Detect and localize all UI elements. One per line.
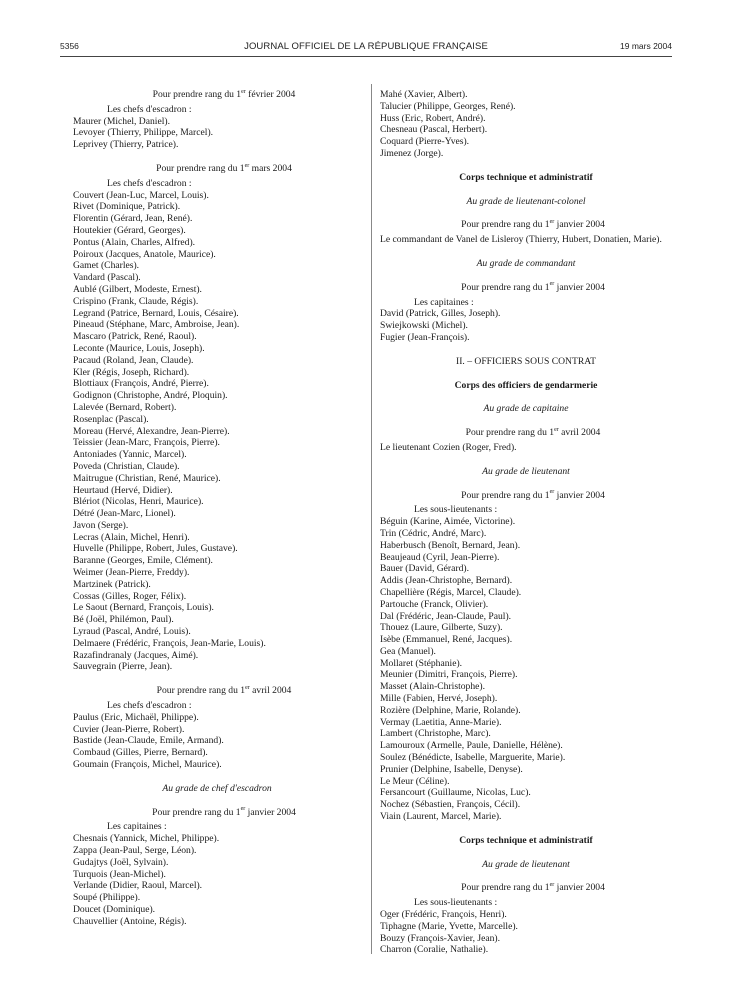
name-entry: Chauvellier (Antoine, Régis). <box>73 915 187 927</box>
name-entry: Levoyer (Thierry, Philippe, Marcel). <box>73 127 214 139</box>
ordinal-suffix: er <box>240 806 246 813</box>
list-label: Les capitaines : <box>414 296 474 308</box>
name-entry: Moreau (Hervé, Alexandre, Jean-Pierre). <box>73 425 230 437</box>
name-entry: Lyraud (Pascal, André, Louis). <box>73 626 191 638</box>
name-entry: Fugier (Jean-François). <box>380 331 470 343</box>
name-entry: Martzinek (Patrick). <box>73 578 151 590</box>
name-entry: Zappa (Jean-Paul, Serge, Léon). <box>73 845 197 857</box>
name-entry: Lambert (Christophe, Marc). <box>380 728 491 740</box>
grade-heading: Au grade de lieutenant-colonel <box>466 195 586 207</box>
name-entry: Poiroux (Jacques, Anatole, Maurice). <box>73 248 216 260</box>
ordinal-suffix: er <box>549 882 555 889</box>
name-entry: Tiphagne (Marie, Yvette, Marcelle). <box>380 920 518 932</box>
name-entry: Haberbusch (Benoît, Bernard, Jean). <box>380 539 521 551</box>
rank-line <box>380 282 672 294</box>
name-entry: Maitrugue (Christian, René, Maurice). <box>73 472 221 484</box>
name-entry: Soulez (Bénédicte, Isabelle, Marguerite, Marie). <box>380 752 566 764</box>
name-entry: Gamet (Charles). <box>73 260 140 272</box>
name-entry: Bastide (Jean-Claude, Emile, Armand). <box>73 735 224 747</box>
rank-line <box>380 427 672 439</box>
name-entry: Viain (Laurent, Marcel, Marie). <box>380 811 502 823</box>
rank-line <box>73 163 361 175</box>
name-entry: Chapellière (Régis, Marcel, Claude). <box>380 586 522 598</box>
rank-text: Pour prendre rang du 1 <box>461 219 550 231</box>
name-entry: Huss (Eric, Robert, André). <box>380 112 486 124</box>
name-entry: Mascaro (Patrick, René, Raoul). <box>73 331 197 343</box>
rank-date: janvier 2004 <box>554 882 605 894</box>
corps-heading: Corps technique et administratif <box>459 171 593 183</box>
name-entry: Mahé (Xavier, Albert). <box>380 89 468 100</box>
name-entry: Lecras (Alain, Michel, Henri). <box>73 531 190 543</box>
name-entry: Legrand (Patrice, Bernard, Louis, Césaire). <box>73 307 239 319</box>
rank-text: Pour prendre rang du 1 <box>156 162 245 174</box>
name-entry: Kler (Régis, Joseph, Richard). <box>73 366 190 378</box>
ordinal-suffix: er <box>549 281 555 288</box>
rank-text: Pour prendre rang du 1 <box>461 882 550 894</box>
name-entry: Vandard (Pascal). <box>73 272 141 284</box>
name-entry: Razafindranaly (Jacques, Aimé). <box>73 649 199 661</box>
name-entry: Aublé (Gilbert, Modeste, Ernest). <box>73 283 202 295</box>
name-entry: Chesnais (Yannick, Michel, Philippe). <box>73 833 220 845</box>
name-entry: Jimenez (Jorge). <box>380 147 444 159</box>
name-entry: Rozière (Delphine, Marie, Rolande). <box>380 704 521 716</box>
ordinal-suffix: er <box>549 489 555 496</box>
journal-title: JOURNAL OFFICIEL DE LA RÉPUBLIQUE FRANÇAISE <box>244 41 488 52</box>
name-entry: Paulus (Eric, Michaël, Philippe). <box>73 711 199 723</box>
rank-date: avril 2004 <box>558 427 601 439</box>
list-label: Les sous-lieutenants : <box>414 504 498 516</box>
name-entry: Le Saout (Bernard, François, Louis). <box>73 602 214 614</box>
rank-text: Pour prendre rang du 1 <box>152 806 241 818</box>
name-entry: Verlande (Didier, Raoul, Marcel). <box>73 880 203 892</box>
name-entry: Crispino (Frank, Claude, Régis). <box>73 295 199 307</box>
name-entry: Gea (Manuel). <box>380 645 436 657</box>
name-entry: Baranne (Georges, Emile, Clément). <box>73 555 213 567</box>
name-entry: Blériot (Nicolas, Henri, Maurice). <box>73 496 204 508</box>
name-entry: Coquard (Pierre-Yves). <box>380 136 470 148</box>
name-entry: Dal (Frédéric, Jean-Claude, Paul). <box>380 610 512 622</box>
grade-heading: Au grade de lieutenant <box>482 465 570 477</box>
name-entry: Prunier (Delphine, Isabelle, Denyse). <box>380 763 523 775</box>
name-entry: Thouez (Laure, Gilberte, Suzy). <box>380 622 503 634</box>
name-entry: Weimer (Jean-Pierre, Freddy). <box>73 567 190 579</box>
name-entry: Combaud (Gilles, Pierre, Bernard). <box>73 747 208 759</box>
name-entry: David (Patrick, Gilles, Joseph). <box>380 308 501 320</box>
name-entry: Soupé (Philippe). <box>73 892 141 904</box>
name-entry: Nochez (Sébastien, François, Cécil). <box>380 799 521 811</box>
name-entry: Cossas (Gilles, Roger, Félix). <box>73 590 187 602</box>
name-entry: Détré (Jean-Marc, Lionel). <box>73 508 176 520</box>
grade-heading: Au grade de chef d'escadron <box>162 782 272 794</box>
name-entry: Antoniades (Yannic, Marcel). <box>73 449 187 461</box>
name-entry: Doucet (Dominique). <box>73 904 156 915</box>
rank-text: Pour prendre rang du 1 <box>156 685 246 697</box>
name-entry: Lamouroux (Armelle, Paule, Danielle, Hélène). <box>380 740 563 752</box>
header-rule <box>60 56 672 57</box>
rank-line <box>73 807 361 819</box>
rank-line <box>380 490 672 502</box>
rank-line <box>380 219 672 231</box>
ordinal-suffix: er <box>549 219 555 226</box>
section-heading: II. – OFFICIERS SOUS CONTRAT <box>456 355 596 367</box>
name-entry: Godignon (Christophe, André, Ploquin). <box>73 390 228 402</box>
name-entry: Isèbe (Emmanuel, René, Jacques). <box>380 634 513 646</box>
name-entry: Huvelle (Philippe, Robert, Jules, Gustave). <box>73 543 238 555</box>
name-entry: Couvert (Jean-Luc, Marcel, Louis). <box>73 189 209 201</box>
rank-line <box>73 685 361 697</box>
rank-line <box>73 89 361 101</box>
rank-line <box>380 882 672 894</box>
name-entry: Goumain (François, Michel, Maurice). <box>73 759 222 771</box>
name-entry: Delmaere (Frédéric, François, Jean-Marie, Louis). <box>73 637 266 649</box>
list-label: Les chefs d'escadron : <box>107 177 192 189</box>
name-entry: Maurer (Michel, Daniel). <box>73 115 170 127</box>
name-entry: Addis (Jean-Christophe, Bernard). <box>380 575 513 587</box>
name-entry: Rivet (Dominique, Patrick). <box>73 201 181 213</box>
rank-text: Pour prendre rang du 1 <box>461 281 550 293</box>
name-entry: Turquois (Jean-Michel). <box>73 868 166 880</box>
appointment-paragraph: Le commandant de Vanel de Lisleroy (Thierry, Hubert, Donatien, Marie). <box>380 234 662 246</box>
name-entry: Meunier (Dimitri, François, Pierre). <box>380 669 518 681</box>
column-divider <box>371 84 372 954</box>
publication-date: 19 mars 2004 <box>620 41 672 51</box>
rank-date: février 2004 <box>245 89 296 100</box>
name-entry: Oger (Frédéric, François, Henri). <box>380 909 507 921</box>
grade-heading: Au grade de lieutenant <box>482 858 570 870</box>
name-entry: Pontus (Alain, Charles, Alfred). <box>73 236 196 248</box>
name-entry: Blottiaux (François, André, Pierre). <box>73 378 209 390</box>
name-entry: Gudajtys (Joël, Sylvain). <box>73 856 169 868</box>
name-entry: Trin (Cédric, André, Marc). <box>380 527 487 539</box>
name-entry: Cuvier (Jean-Pierre, Robert). <box>73 723 185 735</box>
ordinal-suffix: er <box>554 426 559 433</box>
name-entry: Le Meur (Céline). <box>380 775 450 787</box>
list-label: Les chefs d'escadron : <box>107 103 192 115</box>
name-entry: Béguin (Karine, Aimée, Victorine). <box>380 516 516 528</box>
name-entry: Heurtaud (Hervé, Didier). <box>73 484 173 496</box>
name-entry: Charron (Coralie, Nathalie). <box>380 944 489 956</box>
rank-text: Pour prendre rang du 1 <box>465 427 555 439</box>
name-entry: Pacaud (Roland, Jean, Claude). <box>73 354 194 366</box>
rank-date: janvier 2004 <box>554 281 605 293</box>
name-entry: Lalevée (Bernard, Robert). <box>73 401 177 413</box>
name-entry: Mollaret (Stéphanie). <box>380 657 463 669</box>
list-label: Les capitaines : <box>107 821 167 833</box>
ordinal-suffix: er <box>245 684 250 691</box>
name-entry: Javon (Serge). <box>73 519 129 531</box>
rank-date: mars 2004 <box>249 162 292 174</box>
rank-text: Pour prendre rang du 1 <box>461 489 550 501</box>
right-column <box>380 89 672 956</box>
name-entry: Teissier (Jean-Marc, François, Pierre). <box>73 437 220 449</box>
name-entry: Rosenplac (Pascal). <box>73 413 149 425</box>
rank-text: Pour prendre rang du 1 <box>152 89 242 100</box>
name-entry: Poveda (Christian, Claude). <box>73 460 180 472</box>
grade-heading: Au grade de commandant <box>476 257 576 269</box>
name-entry: Le lieutenant Cozien (Roger, Fred). <box>380 441 517 453</box>
name-entry: Masset (Alain-Christophe). <box>380 681 485 693</box>
name-entry: Bouzy (François-Xavier, Jean). <box>380 932 501 944</box>
grade-heading: Au grade de capitaine <box>483 403 569 415</box>
name-entry: Houtekier (Gérard, Georges). <box>73 224 186 236</box>
corps-heading: Corps technique et administratif <box>459 834 593 846</box>
name-entry: Mille (Fabien, Hervé, Joseph). <box>380 693 498 705</box>
page-number: 5356 <box>60 41 79 51</box>
name-entry: Beaujeaud (Cyril, Jean-Pierre). <box>380 551 500 563</box>
list-label: Les chefs d'escadron : <box>107 700 192 712</box>
ordinal-suffix: er <box>244 162 250 169</box>
left-column <box>73 89 361 928</box>
name-entry: Vermay (Laetitia, Anne-Marie). <box>380 716 502 728</box>
name-entry: Talucier (Philippe, Georges, René). <box>380 100 516 112</box>
name-entry: Bé (Joël, Philémon, Paul). <box>73 614 174 626</box>
name-entry: Florentin (Gérard, Jean, René). <box>73 213 193 225</box>
list-label: Les sous-lieutenants : <box>414 897 498 909</box>
rank-date: janvier 2004 <box>554 489 605 501</box>
name-entry: Bauer (David, Gérard). <box>380 563 469 575</box>
name-entry: Partouche (Franck, Olivier). <box>380 598 489 610</box>
name-entry: Leprivey (Thierry, Patrice). <box>73 139 179 151</box>
corps-heading: Corps des officiers de gendarmerie <box>454 379 598 391</box>
name-entry: Sauvegrain (Pierre, Jean). <box>73 661 173 673</box>
rank-date: avril 2004 <box>249 685 292 697</box>
rank-date: janvier 2004 <box>554 219 605 231</box>
page-header <box>60 41 672 55</box>
name-entry: Fersancourt (Guillaume, Nicolas, Luc). <box>380 787 531 799</box>
ordinal-suffix: er <box>241 88 246 95</box>
name-entry: Swiejkowski (Michel). <box>380 320 468 332</box>
name-entry: Leconte (Maurice, Louis, Joseph). <box>73 342 205 354</box>
name-entry: Pineaud (Stéphane, Marc, Ambroise, Jean). <box>73 319 240 331</box>
rank-date: janvier 2004 <box>245 806 296 818</box>
name-entry: Chesneau (Pascal, Herbert). <box>380 124 488 136</box>
